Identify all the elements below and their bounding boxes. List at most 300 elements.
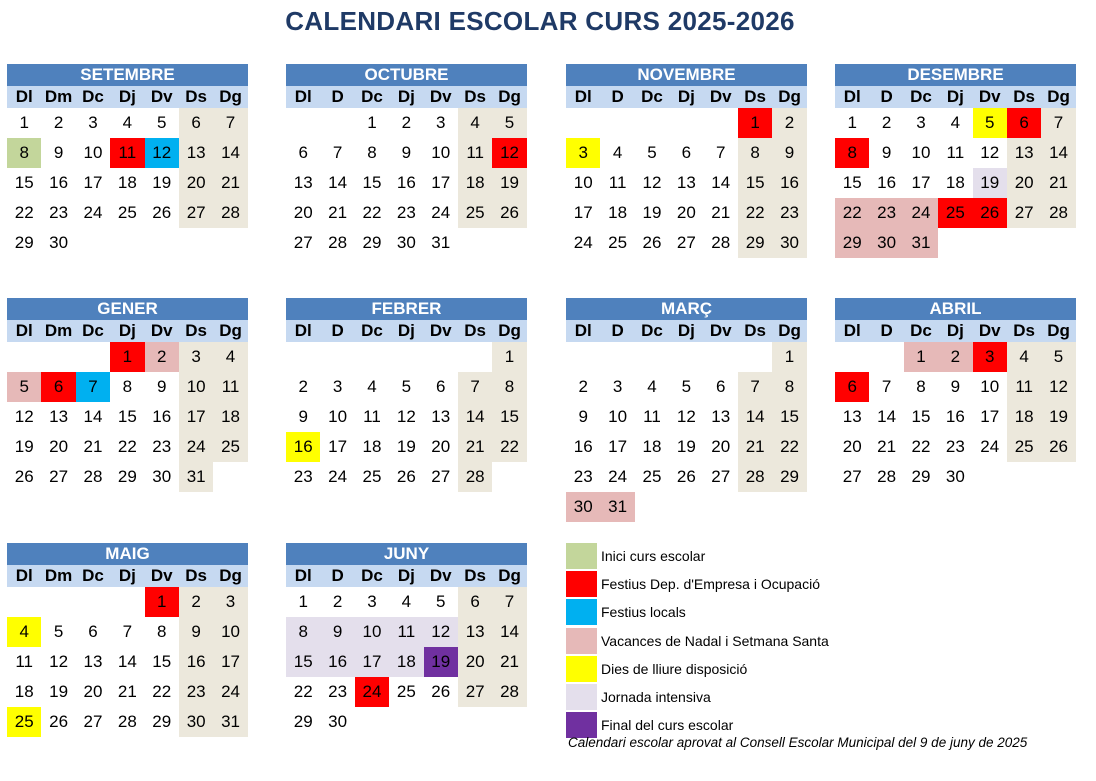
day-cell: 4 xyxy=(401,592,412,611)
month-desembre xyxy=(835,64,1076,258)
day-cell: 9 xyxy=(298,407,308,426)
weekday-label: Ds xyxy=(1013,87,1036,106)
day-cell: 18 xyxy=(389,647,423,677)
day-cell: 28 xyxy=(877,467,897,486)
day-cell: 27 xyxy=(711,467,731,486)
weekday-label: Ds xyxy=(744,87,767,106)
day-cell: 20 xyxy=(49,437,69,456)
empty-cell xyxy=(76,228,110,258)
day-cell: 23 xyxy=(869,198,903,228)
day-cell: 5 xyxy=(492,108,526,138)
weekday-label: Ds xyxy=(744,321,767,340)
month-novembre xyxy=(566,64,807,258)
empty-cell xyxy=(635,108,669,138)
day-cell: 1 xyxy=(298,592,308,611)
week-row xyxy=(566,342,807,372)
week-row xyxy=(835,138,1076,168)
day-cell: 20 xyxy=(458,647,492,677)
day-cell: 31 xyxy=(904,228,938,258)
weekday-label: Dl xyxy=(294,566,312,585)
empty-cell xyxy=(179,228,213,258)
week-row xyxy=(7,138,248,168)
week-row xyxy=(7,402,248,432)
empty-cell xyxy=(704,342,738,372)
weekday-label: Dj xyxy=(397,566,415,585)
day-cell: 16 xyxy=(49,173,69,192)
day-cell: 8 xyxy=(492,372,526,402)
weekday-label: Dv xyxy=(150,87,173,106)
weekday-header xyxy=(7,86,248,108)
day-cell: 19 xyxy=(973,168,1007,198)
page-title: CALENDARI ESCOLAR CURS 2025-2026 xyxy=(285,6,795,36)
empty-cell xyxy=(492,462,526,492)
day-cell: 17 xyxy=(573,203,593,222)
weekday-label: Dc xyxy=(82,321,104,340)
day-cell: 6 xyxy=(1007,108,1041,138)
day-cell: 21 xyxy=(492,647,526,677)
day-cell: 4 xyxy=(647,377,657,396)
day-cell: 5 xyxy=(157,113,167,132)
day-cell: 2 xyxy=(772,108,806,138)
day-cell: 14 xyxy=(738,402,772,432)
day-cell: 17 xyxy=(911,173,931,192)
weekday-header xyxy=(566,320,807,342)
legend-label: Vacances de Nadal i Setmana Santa xyxy=(601,632,829,649)
empty-cell xyxy=(458,707,492,737)
day-cell: 14 xyxy=(83,407,103,426)
legend-item xyxy=(566,598,829,626)
day-cell: 9 xyxy=(578,407,588,426)
legend-swatch xyxy=(566,656,597,682)
day-cell: 28 xyxy=(458,462,492,492)
day-cell: 14 xyxy=(117,652,137,671)
day-cell: 18 xyxy=(458,168,492,198)
day-cell: 23 xyxy=(293,467,313,486)
day-cell: 10 xyxy=(355,617,389,647)
week-row xyxy=(7,462,248,492)
day-cell: 24 xyxy=(573,233,593,252)
empty-cell xyxy=(7,342,41,372)
day-cell: 22 xyxy=(911,437,931,456)
weekday-label: Dv xyxy=(150,566,173,585)
weekday-label: Dg xyxy=(219,321,242,340)
day-cell: 16 xyxy=(320,647,354,677)
day-cell: 14 xyxy=(328,173,348,192)
day-cell: 27 xyxy=(1007,198,1041,228)
week-row xyxy=(7,617,248,647)
day-cell: 6 xyxy=(88,622,98,641)
weekday-header xyxy=(7,320,248,342)
day-cell: 24 xyxy=(904,198,938,228)
day-cell: 13 xyxy=(676,173,696,192)
day-cell: 8 xyxy=(286,617,320,647)
day-cell: 6 xyxy=(179,108,213,138)
day-cell: 26 xyxy=(49,712,69,731)
legend-label: Final del curs escolar xyxy=(601,717,734,734)
month-octubre xyxy=(286,64,527,258)
weekday-label: Dg xyxy=(778,321,801,340)
week-row xyxy=(286,372,527,402)
week-row xyxy=(7,198,248,228)
weekday-label: Dv xyxy=(429,566,452,585)
day-cell: 5 xyxy=(401,377,412,396)
day-cell: 21 xyxy=(328,203,348,222)
day-cell: 19 xyxy=(49,682,69,701)
day-cell: 18 xyxy=(213,402,247,432)
day-cell: 11 xyxy=(946,143,965,162)
week-row xyxy=(566,108,807,138)
day-cell: 19 xyxy=(152,173,172,192)
empty-cell xyxy=(41,587,75,617)
day-cell: 14 xyxy=(492,617,526,647)
day-cell: 6 xyxy=(298,143,308,162)
day-cell: 10 xyxy=(213,617,247,647)
weekday-label: Dl xyxy=(15,87,33,106)
day-cell: 21 xyxy=(1041,168,1075,198)
weekday-label: Dg xyxy=(219,87,242,106)
day-cell: 6 xyxy=(681,143,692,162)
day-cell: 3 xyxy=(88,113,98,132)
day-cell: 10 xyxy=(980,377,1000,396)
day-cell: 28 xyxy=(83,467,103,486)
day-cell: 11 xyxy=(389,617,423,647)
day-cell: 10 xyxy=(431,143,451,162)
week-row xyxy=(835,462,1076,492)
week-row xyxy=(7,677,248,707)
empty-cell xyxy=(669,342,703,372)
day-cell: 18 xyxy=(1007,402,1041,432)
day-cell: 2 xyxy=(145,342,179,372)
empty-cell xyxy=(566,342,600,372)
day-cell: 29 xyxy=(772,462,806,492)
day-cell: 15 xyxy=(362,173,382,192)
legend-item xyxy=(566,683,829,711)
legend-swatch xyxy=(566,684,597,710)
month-title: MARÇ xyxy=(566,298,807,320)
day-cell: 25 xyxy=(608,233,628,252)
week-row xyxy=(566,402,807,432)
day-cell: 3 xyxy=(367,592,377,611)
weekday-label: Dj xyxy=(677,87,695,106)
day-cell: 7 xyxy=(738,372,772,402)
day-cell: 23 xyxy=(772,198,806,228)
day-cell: 30 xyxy=(179,707,213,737)
day-cell: 10 xyxy=(573,173,593,192)
day-cell: 14 xyxy=(213,138,247,168)
empty-cell xyxy=(973,462,1007,492)
day-cell: 14 xyxy=(877,407,897,426)
day-cell: 18 xyxy=(642,437,662,456)
day-cell: 17 xyxy=(213,647,247,677)
day-cell: 27 xyxy=(293,233,313,252)
week-row xyxy=(7,432,248,462)
day-cell: 6 xyxy=(458,587,492,617)
day-cell: 15 xyxy=(286,647,320,677)
day-cell: 16 xyxy=(772,168,806,198)
day-cell: 18 xyxy=(945,173,965,192)
weekday-label: Dg xyxy=(778,87,801,106)
weekday-label: Dl xyxy=(574,87,592,106)
legend-label: Dies de lliure disposició xyxy=(601,660,748,677)
day-cell: 15 xyxy=(911,407,931,426)
day-cell: 24 xyxy=(213,677,247,707)
day-cell: 5 xyxy=(647,143,657,162)
day-cell: 23 xyxy=(945,437,965,456)
weekday-label: Dc xyxy=(361,87,383,106)
weekday-label: Dc xyxy=(641,87,663,106)
day-cell: 29 xyxy=(117,467,137,486)
day-cell: 30 xyxy=(945,467,965,486)
weekday-label: Dc xyxy=(361,566,383,585)
day-cell: 7 xyxy=(1041,108,1075,138)
day-cell: 4 xyxy=(213,342,247,372)
day-cell: 2 xyxy=(881,113,892,132)
weekday-label: Dg xyxy=(498,321,521,340)
legend-item xyxy=(566,627,829,655)
day-cell: 3 xyxy=(213,587,247,617)
day-cell: 17 xyxy=(179,402,213,432)
legend-label: Festius locals xyxy=(601,604,686,621)
day-cell: 31 xyxy=(431,233,451,252)
week-row xyxy=(7,168,248,198)
day-cell: 17 xyxy=(328,437,348,456)
day-cell: 24 xyxy=(431,203,451,222)
weekday-label: Dl xyxy=(843,87,861,106)
month-febrer xyxy=(286,298,527,492)
month-title: NOVEMBRE xyxy=(566,64,807,86)
day-cell: 22 xyxy=(772,432,806,462)
weekday-label: Dv xyxy=(978,321,1001,340)
weekday-label: D xyxy=(331,87,344,106)
day-cell: 2 xyxy=(938,342,972,372)
day-cell: 20 xyxy=(431,437,451,456)
week-row xyxy=(286,402,527,432)
day-cell: 27 xyxy=(458,677,492,707)
week-row xyxy=(835,372,1076,402)
day-cell: 2 xyxy=(578,377,588,396)
weekday-label: Dl xyxy=(574,321,592,340)
day-cell: 1 xyxy=(772,342,806,372)
day-cell: 14 xyxy=(711,173,731,192)
weekday-label: Dv xyxy=(709,321,732,340)
day-cell: 23 xyxy=(49,203,69,222)
footnote: Calendari escolar aprovat al Consell Escolar Municipal del 9 de juny de 2025 xyxy=(568,735,1028,750)
day-cell: 12 xyxy=(424,617,458,647)
day-cell: 24 xyxy=(355,677,389,707)
day-cell: 18 xyxy=(362,437,382,456)
day-cell: 29 xyxy=(14,233,34,252)
weekday-label: Dl xyxy=(15,321,33,340)
day-cell: 21 xyxy=(83,437,103,456)
empty-cell xyxy=(424,707,458,737)
empty-cell xyxy=(355,342,389,372)
weekday-label: Dg xyxy=(498,566,521,585)
day-cell: 19 xyxy=(492,168,526,198)
day-cell: 3 xyxy=(916,113,926,132)
day-cell: 23 xyxy=(396,203,416,222)
weekday-label: Dg xyxy=(1047,321,1070,340)
day-cell: 2 xyxy=(298,377,308,396)
day-cell: 7 xyxy=(716,143,726,162)
weekday-header xyxy=(286,86,527,108)
day-cell: 22 xyxy=(117,437,137,456)
day-cell: 9 xyxy=(772,138,806,168)
day-cell: 16 xyxy=(877,173,897,192)
day-cell: 5 xyxy=(1041,342,1075,372)
day-cell: 10 xyxy=(179,372,213,402)
weekday-header xyxy=(286,565,527,587)
day-cell: 13 xyxy=(293,173,313,192)
day-cell: 29 xyxy=(152,712,172,731)
weekday-label: Dj xyxy=(946,87,964,106)
day-cell: 13 xyxy=(49,407,69,426)
week-row xyxy=(835,168,1076,198)
day-cell: 7 xyxy=(458,372,492,402)
day-cell: 1 xyxy=(110,342,144,372)
month-juny xyxy=(286,543,527,737)
day-cell: 22 xyxy=(835,198,869,228)
day-cell: 30 xyxy=(396,233,416,252)
day-cell: 29 xyxy=(362,233,382,252)
day-cell: 1 xyxy=(847,113,857,132)
day-cell: 25 xyxy=(458,198,492,228)
day-cell: 11 xyxy=(643,407,661,426)
day-cell: 13 xyxy=(711,407,731,426)
week-row xyxy=(566,198,807,228)
day-cell: 28 xyxy=(117,712,137,731)
day-cell: 19 xyxy=(1041,402,1075,432)
empty-cell xyxy=(566,108,600,138)
day-cell: 25 xyxy=(642,467,662,486)
month-abril xyxy=(835,298,1076,492)
day-cell: 28 xyxy=(711,233,731,252)
day-cell: 7 xyxy=(122,622,133,641)
weekday-label: Dv xyxy=(429,321,452,340)
empty-cell xyxy=(76,342,110,372)
day-cell: 4 xyxy=(612,143,623,162)
day-cell: 30 xyxy=(869,228,903,258)
day-cell: 15 xyxy=(842,173,862,192)
day-cell: 2 xyxy=(53,113,64,132)
day-cell: 17 xyxy=(980,407,1000,426)
day-cell: 28 xyxy=(213,198,247,228)
empty-cell xyxy=(635,342,669,372)
week-row xyxy=(835,432,1076,462)
day-cell: 22 xyxy=(362,203,382,222)
day-cell: 8 xyxy=(916,377,926,396)
day-cell: 28 xyxy=(1041,198,1075,228)
day-cell: 8 xyxy=(7,138,41,168)
day-cell: 7 xyxy=(213,108,247,138)
week-row xyxy=(835,228,1076,258)
empty-cell xyxy=(938,228,972,258)
empty-cell xyxy=(389,342,423,372)
day-cell: 9 xyxy=(157,377,167,396)
day-cell: 8 xyxy=(157,622,167,641)
day-cell: 23 xyxy=(573,467,593,486)
empty-cell xyxy=(458,342,492,372)
empty-cell xyxy=(389,707,423,737)
day-cell: 7 xyxy=(332,143,343,162)
month-marc xyxy=(566,298,807,522)
day-cell: 16 xyxy=(152,407,172,426)
legend-swatch xyxy=(566,628,597,654)
empty-cell xyxy=(1041,228,1075,258)
day-cell: 9 xyxy=(320,617,354,647)
day-cell: 31 xyxy=(213,707,247,737)
weekday-label: Dj xyxy=(118,566,136,585)
day-cell: 21 xyxy=(458,432,492,462)
weekday-header xyxy=(835,320,1076,342)
day-cell: 19 xyxy=(676,437,696,456)
weekday-header xyxy=(7,565,248,587)
weekday-label: Dv xyxy=(978,87,1001,106)
day-cell: 16 xyxy=(179,647,213,677)
day-cell: 10 xyxy=(83,143,103,162)
day-cell: 1 xyxy=(367,113,377,132)
empty-cell xyxy=(738,342,772,372)
day-cell: 4 xyxy=(950,113,961,132)
day-cell: 19 xyxy=(642,203,662,222)
empty-cell xyxy=(772,492,806,522)
empty-cell xyxy=(7,587,41,617)
day-cell: 2 xyxy=(179,587,213,617)
empty-cell xyxy=(424,342,458,372)
week-row xyxy=(286,168,527,198)
empty-cell xyxy=(110,228,144,258)
day-cell: 25 xyxy=(938,198,972,228)
day-cell: 30 xyxy=(328,712,348,731)
day-cell: 26 xyxy=(152,203,172,222)
day-cell: 13 xyxy=(458,617,492,647)
empty-cell xyxy=(286,342,320,372)
week-row xyxy=(7,108,248,138)
day-cell: 12 xyxy=(396,407,416,426)
day-cell: 6 xyxy=(716,377,726,396)
weekday-label: Dl xyxy=(294,321,312,340)
month-title: ABRIL xyxy=(835,298,1076,320)
day-cell: 22 xyxy=(14,203,34,222)
week-row xyxy=(286,342,527,372)
weekday-label: Dc xyxy=(910,87,932,106)
week-row xyxy=(566,372,807,402)
legend-swatch xyxy=(566,543,597,569)
day-cell: 9 xyxy=(401,143,412,162)
day-cell: 16 xyxy=(396,173,416,192)
weekday-label: Ds xyxy=(185,321,208,340)
month-title: MAIG xyxy=(7,543,248,565)
day-cell: 23 xyxy=(328,682,348,701)
empty-cell xyxy=(704,108,738,138)
day-cell: 3 xyxy=(612,377,623,396)
day-cell: 13 xyxy=(431,407,451,426)
weekday-label: D xyxy=(331,566,344,585)
empty-cell xyxy=(492,228,526,258)
day-cell: 26 xyxy=(492,198,526,228)
day-cell: 28 xyxy=(328,233,348,252)
day-cell: 18 xyxy=(117,173,137,192)
week-row xyxy=(566,492,807,522)
day-cell: 10 xyxy=(608,407,628,426)
day-cell: 10 xyxy=(911,143,931,162)
day-cell: 3 xyxy=(332,377,343,396)
day-cell: 2 xyxy=(401,113,412,132)
legend-label: Jornada intensiva xyxy=(601,689,711,706)
weekday-label: Dl xyxy=(15,566,33,585)
day-cell: 29 xyxy=(293,712,313,731)
day-cell: 25 xyxy=(1007,432,1041,462)
empty-cell xyxy=(635,492,669,522)
